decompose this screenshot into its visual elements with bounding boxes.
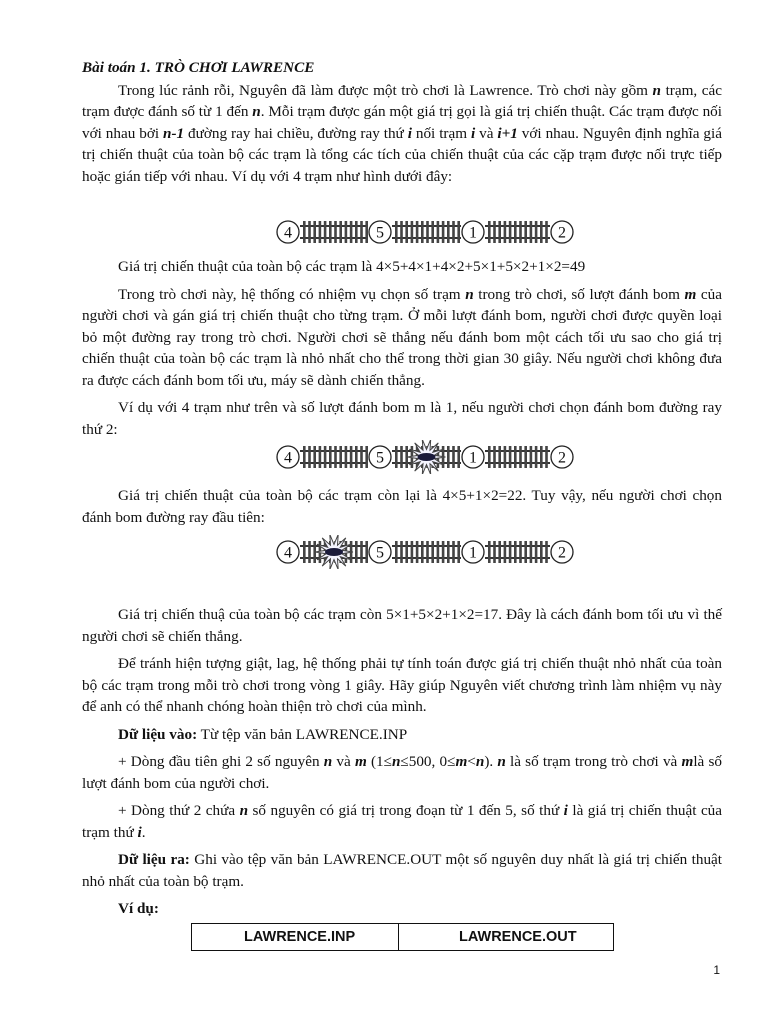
rail-sleeper bbox=[498, 446, 501, 468]
body-top bbox=[82, 57, 722, 193]
rail-sleeper bbox=[426, 541, 429, 563]
rail-sleeper bbox=[329, 446, 332, 468]
body-mid-1 bbox=[82, 256, 722, 446]
rail-sleeper bbox=[400, 446, 403, 468]
problem-title: Bài toán 1. TRÒ CHƠI LAWRENCE bbox=[82, 59, 315, 76]
rail-sleeper bbox=[395, 541, 398, 563]
rail-sleeper bbox=[345, 446, 348, 468]
rail-sleeper bbox=[504, 446, 507, 468]
rail-sleeper bbox=[411, 221, 414, 243]
rail-sleeper bbox=[447, 221, 450, 243]
rail-sleeper bbox=[519, 446, 522, 468]
rail-sleeper bbox=[457, 446, 460, 468]
example-paragraph-1: Ví dụ với 4 trạm như trên và số lượt đánh bom m là 1, nếu người chơi chọn đánh bom đường ray thứ 2: bbox=[82, 399, 722, 438]
station-label: 4 bbox=[284, 449, 292, 467]
rail-sleeper bbox=[350, 446, 353, 468]
rail-sleeper bbox=[519, 541, 522, 563]
input-line-1: + Dòng đầu tiên ghi 2 số nguyên n và m (1≤n≤500, 0≤m<n). n là số trạm trong trò chơi và mlà số lượt đánh bom của người chơi. bbox=[82, 753, 722, 792]
rail-sleeper bbox=[431, 221, 434, 243]
rail-sleeper bbox=[416, 541, 419, 563]
game-rules-paragraph: Trong trò chơi này, hệ thống có nhiệm vụ chọn số trạm n trong trò chơi, số lượt đánh bom m của người chơi và gán giá trị chiến thuật cho từng trạm. Ở mỗi lượt đánh bom, người chơi được quyền loại bỏ một đường ray trong trò chơi. Người chơi sẽ thắng nếu đánh bom một cách tối ưu sao cho giá trị chiến thuật của toàn bộ các trạm là nhỏ nhất cho thể trong thời gian 30 giây. Nếu người chơi không đưa ra được cách đánh bom tối ưu, máy sẽ dành chiến thẳng. bbox=[82, 285, 723, 389]
rail-sleeper bbox=[498, 541, 501, 563]
rail-sleeper bbox=[535, 446, 538, 468]
rail-sleeper bbox=[524, 446, 527, 468]
station-label: 1 bbox=[469, 224, 477, 242]
rail-sleeper bbox=[303, 541, 306, 563]
explosion-core bbox=[325, 548, 343, 556]
rail-sleeper bbox=[365, 446, 368, 468]
rail-sleeper bbox=[308, 446, 311, 468]
rail-sleeper bbox=[437, 541, 440, 563]
station-diagram-bomb-rail-2 bbox=[270, 440, 580, 474]
rail-sleeper bbox=[447, 446, 450, 468]
rail-sleeper bbox=[524, 541, 527, 563]
rail-sleeper bbox=[530, 221, 533, 243]
rail-sleeper bbox=[350, 221, 353, 243]
rail-sleeper bbox=[545, 446, 548, 468]
body-mid-2 bbox=[82, 485, 722, 534]
example-label: Ví dụ: bbox=[118, 900, 159, 917]
station-diagram-bomb-rail-1 bbox=[270, 535, 580, 569]
rail-sleeper bbox=[519, 221, 522, 243]
rail-sleeper bbox=[545, 541, 548, 563]
rail-sleeper bbox=[395, 446, 398, 468]
rail-sleeper bbox=[355, 446, 358, 468]
rail-sleeper bbox=[313, 446, 316, 468]
after-bomb-2-paragraph: Giá trị chiến thuật của toàn bộ các trạm còn lại là 4×5+1×2=22. Tuy vậy, nếu người chơi chọn đánh bom đường ray đầu tiên: bbox=[82, 487, 722, 526]
rail-sleeper bbox=[324, 221, 327, 243]
rail-sleeper bbox=[308, 221, 311, 243]
rail-sleeper bbox=[493, 446, 496, 468]
rail-sleeper bbox=[339, 446, 342, 468]
station-label: 4 bbox=[284, 224, 292, 242]
rail-sleeper bbox=[514, 221, 517, 243]
rail-sleeper bbox=[421, 541, 424, 563]
intro-paragraph: Trong lúc rảnh rỗi, Nguyên đã làm được một trò chơi là Lawrence. Trò chơi này gồm n trạm, các trạm được đánh số từ 1 đến n. Mỗi trạm được gán một giá trị gọi là giá trị chiến thuật. Các trạm được nối với nhau bởi n-1 đường ray hai chiều, đường ray thứ i nối trạm i và i+1 với nhau. Nguyên định nghĩa giá trị chiến thuật của toàn bộ các trạm là tổng các tích của chiến thuật của các cặp trạm được nối trực tiếp hoặc gián tiếp với nhau. Ví dụ với 4 trạm như hình dưới đây: bbox=[82, 81, 722, 185]
rail-sleeper bbox=[303, 221, 306, 243]
body-bottom bbox=[82, 604, 722, 926]
table-header-input: LAWRENCE.INP bbox=[244, 929, 356, 945]
rail-track bbox=[300, 440, 550, 474]
rail-sleeper bbox=[488, 541, 491, 563]
station-label: 5 bbox=[376, 544, 384, 562]
rail-sleeper bbox=[308, 541, 311, 563]
explosion-core bbox=[418, 453, 436, 461]
rail-sleeper bbox=[411, 541, 414, 563]
rail-sleeper bbox=[545, 221, 548, 243]
rail-sleeper bbox=[329, 221, 332, 243]
input-heading: Dữ liệu vào: Từ tệp văn bản LAWRENCE.INP bbox=[118, 725, 408, 743]
rail-sleeper bbox=[504, 221, 507, 243]
station-label: 5 bbox=[376, 224, 384, 242]
rail-sleeper bbox=[535, 221, 538, 243]
rail-sleeper bbox=[319, 446, 322, 468]
rail-sleeper bbox=[488, 221, 491, 243]
rail-sleeper bbox=[395, 221, 398, 243]
rail-sleeper bbox=[447, 541, 450, 563]
station-label: 2 bbox=[558, 544, 566, 562]
station-label: 5 bbox=[376, 449, 384, 467]
rail-sleeper bbox=[442, 541, 445, 563]
rail-sleeper bbox=[426, 221, 429, 243]
rail-sleeper bbox=[540, 221, 543, 243]
rail-sleeper bbox=[540, 541, 543, 563]
rail-sleeper bbox=[498, 221, 501, 243]
rail-sleeper bbox=[457, 541, 460, 563]
rail-sleeper bbox=[493, 541, 496, 563]
after-bomb-1-paragraph: Giá trị chiến thuậ của toàn bộ các trạm còn 5×1+5×2+1×2=17. Đây là cách đánh bom tối ưu vì thế người chơi sẽ chiến thắng. bbox=[82, 606, 722, 645]
task-paragraph: Để tránh hiện tượng giật, lag, hệ thống phải tự tính toán được giá trị chiến thuật nhỏ nhất của toàn bộ các trạm trong mỗi trò chơi trong vòng 1 giây. Hãy giúp Nguyên viết chương trình làm nhiệm vụ này để anh có thể nhanh chóng hoàn thiện trò chơi của mình. bbox=[82, 655, 722, 715]
station-label: 2 bbox=[558, 449, 566, 467]
rail-sleeper bbox=[514, 446, 517, 468]
rail-sleeper bbox=[355, 541, 358, 563]
rail-sleeper bbox=[509, 446, 512, 468]
io-file-table bbox=[191, 923, 614, 951]
rail-sleeper bbox=[452, 446, 455, 468]
rail-sleeper bbox=[530, 446, 533, 468]
table-header-output: LAWRENCE.OUT bbox=[398, 924, 613, 950]
rail-sleeper bbox=[504, 541, 507, 563]
rail-sleeper bbox=[540, 446, 543, 468]
rail-sleeper bbox=[530, 541, 533, 563]
rail-sleeper bbox=[416, 221, 419, 243]
rail-sleeper bbox=[421, 221, 424, 243]
rail-sleeper bbox=[334, 221, 337, 243]
rail-sleeper bbox=[360, 221, 363, 243]
station-diagram-full bbox=[270, 215, 580, 249]
rail-sleeper bbox=[431, 541, 434, 563]
rail-sleeper bbox=[457, 221, 460, 243]
page-number: 1 bbox=[713, 963, 720, 977]
rail-sleeper bbox=[452, 541, 455, 563]
input-line-2: + Dòng thứ 2 chứa n số nguyên có giá trị trong đoạn từ 1 đến 5, số thứ i là giá trị chiến thuật của trạm thứ i. bbox=[82, 802, 723, 841]
rail-sleeper bbox=[437, 221, 440, 243]
rail-sleeper bbox=[442, 221, 445, 243]
output-heading: Dữ liệu ra: Ghi vào tệp văn bản LAWRENCE.OUT một số nguyên duy nhất là giá trị chiến thuật nhỏ nhất của toàn bộ trạm. bbox=[82, 851, 722, 890]
rail-sleeper bbox=[334, 446, 337, 468]
rail-sleeper bbox=[405, 221, 408, 243]
rail-sleeper bbox=[345, 221, 348, 243]
rail-sleeper bbox=[339, 221, 342, 243]
rail-sleeper bbox=[452, 221, 455, 243]
rail-sleeper bbox=[488, 446, 491, 468]
rail-sleeper bbox=[509, 541, 512, 563]
rail-sleeper bbox=[319, 221, 322, 243]
rail-sleeper bbox=[303, 446, 306, 468]
rail-track bbox=[300, 535, 550, 569]
rail-sleeper bbox=[535, 541, 538, 563]
rail-sleeper bbox=[324, 446, 327, 468]
station-label: 2 bbox=[558, 224, 566, 242]
rail-sleeper bbox=[355, 221, 358, 243]
rail-sleeper bbox=[524, 221, 527, 243]
rail-sleeper bbox=[313, 221, 316, 243]
rail-sleeper bbox=[360, 446, 363, 468]
rail-sleeper bbox=[493, 221, 496, 243]
rail-track bbox=[300, 221, 550, 243]
total-value-paragraph: Giá trị chiến thuật của toàn bộ các trạm là 4×5+4×1+4×2+5×1+5×2+1×2=49 bbox=[118, 258, 586, 275]
rail-sleeper bbox=[514, 541, 517, 563]
rail-sleeper bbox=[405, 541, 408, 563]
station-label: 1 bbox=[469, 544, 477, 562]
station-label: 1 bbox=[469, 449, 477, 467]
rail-sleeper bbox=[400, 541, 403, 563]
rail-sleeper bbox=[360, 541, 363, 563]
rail-sleeper bbox=[365, 221, 368, 243]
station-label: 4 bbox=[284, 544, 292, 562]
rail-sleeper bbox=[365, 541, 368, 563]
rail-sleeper bbox=[400, 221, 403, 243]
rail-sleeper bbox=[509, 221, 512, 243]
